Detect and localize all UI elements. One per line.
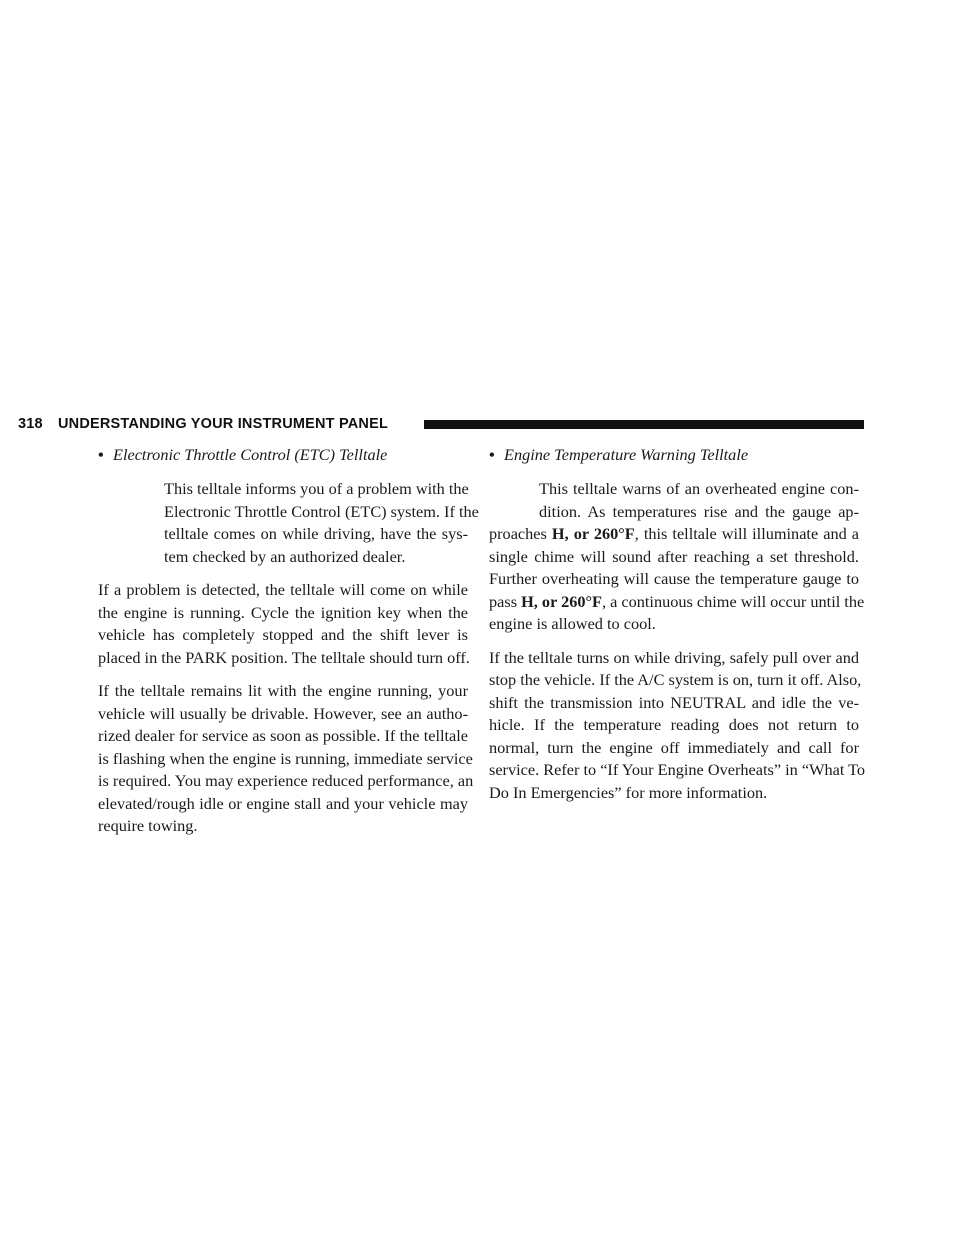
- text-line: hicle. If the temperature reading does not return to: [489, 715, 859, 734]
- etc-telltale-title: Electronic Throttle Control (ETC) Telltale: [113, 445, 388, 464]
- text-line: is flashing when the engine is running, immediate service: [98, 748, 473, 768]
- engine-temp-description: [489, 478, 865, 636]
- text-line: If the telltale turns on while driving, safely pull over and: [489, 647, 859, 667]
- bullet-icon: •: [489, 445, 495, 464]
- text-segment: , a continuous chime will occur until the: [601, 591, 865, 611]
- engine-temp-telltale-heading: [489, 444, 859, 466]
- etc-paragraph-detected: [98, 579, 468, 669]
- text-line: dition. As temperatures rise and the gauge ap-: [539, 501, 859, 521]
- text-line: single chime will sound after reaching a set threshold.: [489, 546, 859, 566]
- right-column: [489, 444, 866, 804]
- text-segment: , this telltale will illuminate and a: [634, 524, 860, 543]
- etc-telltale-heading: [98, 444, 468, 466]
- section-title: UNDERSTANDING YOUR INSTRUMENT PANEL: [58, 416, 389, 432]
- page-number: 318: [18, 416, 43, 432]
- text-line: Electronic Throttle Control (ETC) system. If the: [164, 501, 479, 521]
- temperature-threshold: H, or 260°F: [521, 591, 602, 611]
- bullet-icon: •: [98, 445, 104, 464]
- text-line: This telltale warns of an overheated engine con-: [539, 479, 859, 498]
- text-line: rized dealer for service as soon as possible. If the telltale: [98, 726, 468, 745]
- text-line: If a problem is detected, the telltale will come on while: [98, 580, 468, 599]
- text-line-with-bold: [489, 591, 865, 614]
- engine-temp-paragraph-driving: [489, 647, 866, 805]
- etc-telltale-description: [164, 478, 479, 568]
- text-segment: pass: [489, 591, 518, 611]
- text-line: Do In Emergencies” for more information.: [489, 782, 768, 802]
- page-header: [18, 414, 864, 438]
- text-line: stop the vehicle. If the A/C system is on, turn it off. Also,: [489, 670, 862, 689]
- text-line: tem checked by an authorized dealer.: [164, 546, 406, 566]
- text-line: service. Refer to “If Your Engine Overheats” in “What To: [489, 760, 866, 779]
- text-line: is required. You may experience reduced performance, an: [98, 771, 474, 790]
- text-line: the engine is running. Cycle the ignition key when the: [98, 602, 468, 622]
- text-line: placed in the PARK position. The telltale should turn off.: [98, 647, 470, 667]
- text-line: normal, turn the engine off immediately and call for: [489, 737, 859, 757]
- text-segment: proaches: [489, 524, 547, 543]
- text-line: elevated/rough idle or engine stall and your vehicle may: [98, 793, 468, 813]
- text-line: This telltale informs you of a problem with the: [164, 479, 469, 498]
- text-line: If the telltale remains lit with the engine running, your: [98, 681, 468, 700]
- text-line: shift the transmission into NEUTRAL and idle the ve-: [489, 692, 859, 712]
- left-column: [98, 444, 479, 838]
- text-line: telltale comes on while driving, have the sys-: [164, 524, 468, 543]
- etc-paragraph-remains-lit: [98, 680, 474, 838]
- engine-temp-telltale-title: Engine Temperature Warning Telltale: [504, 445, 749, 464]
- text-line: require towing.: [98, 816, 198, 835]
- text-line: vehicle will usually be drivable. However, see an autho-: [98, 703, 468, 723]
- header-rule: [424, 420, 864, 429]
- text-line: Further overheating will cause the temperature gauge to: [489, 569, 859, 588]
- text-line: vehicle has completely stopped and the shift lever is: [98, 625, 468, 644]
- text-line: engine is allowed to cool.: [489, 614, 656, 633]
- temperature-threshold: H, or 260°F: [551, 524, 635, 543]
- text-line-with-bold: [489, 523, 859, 546]
